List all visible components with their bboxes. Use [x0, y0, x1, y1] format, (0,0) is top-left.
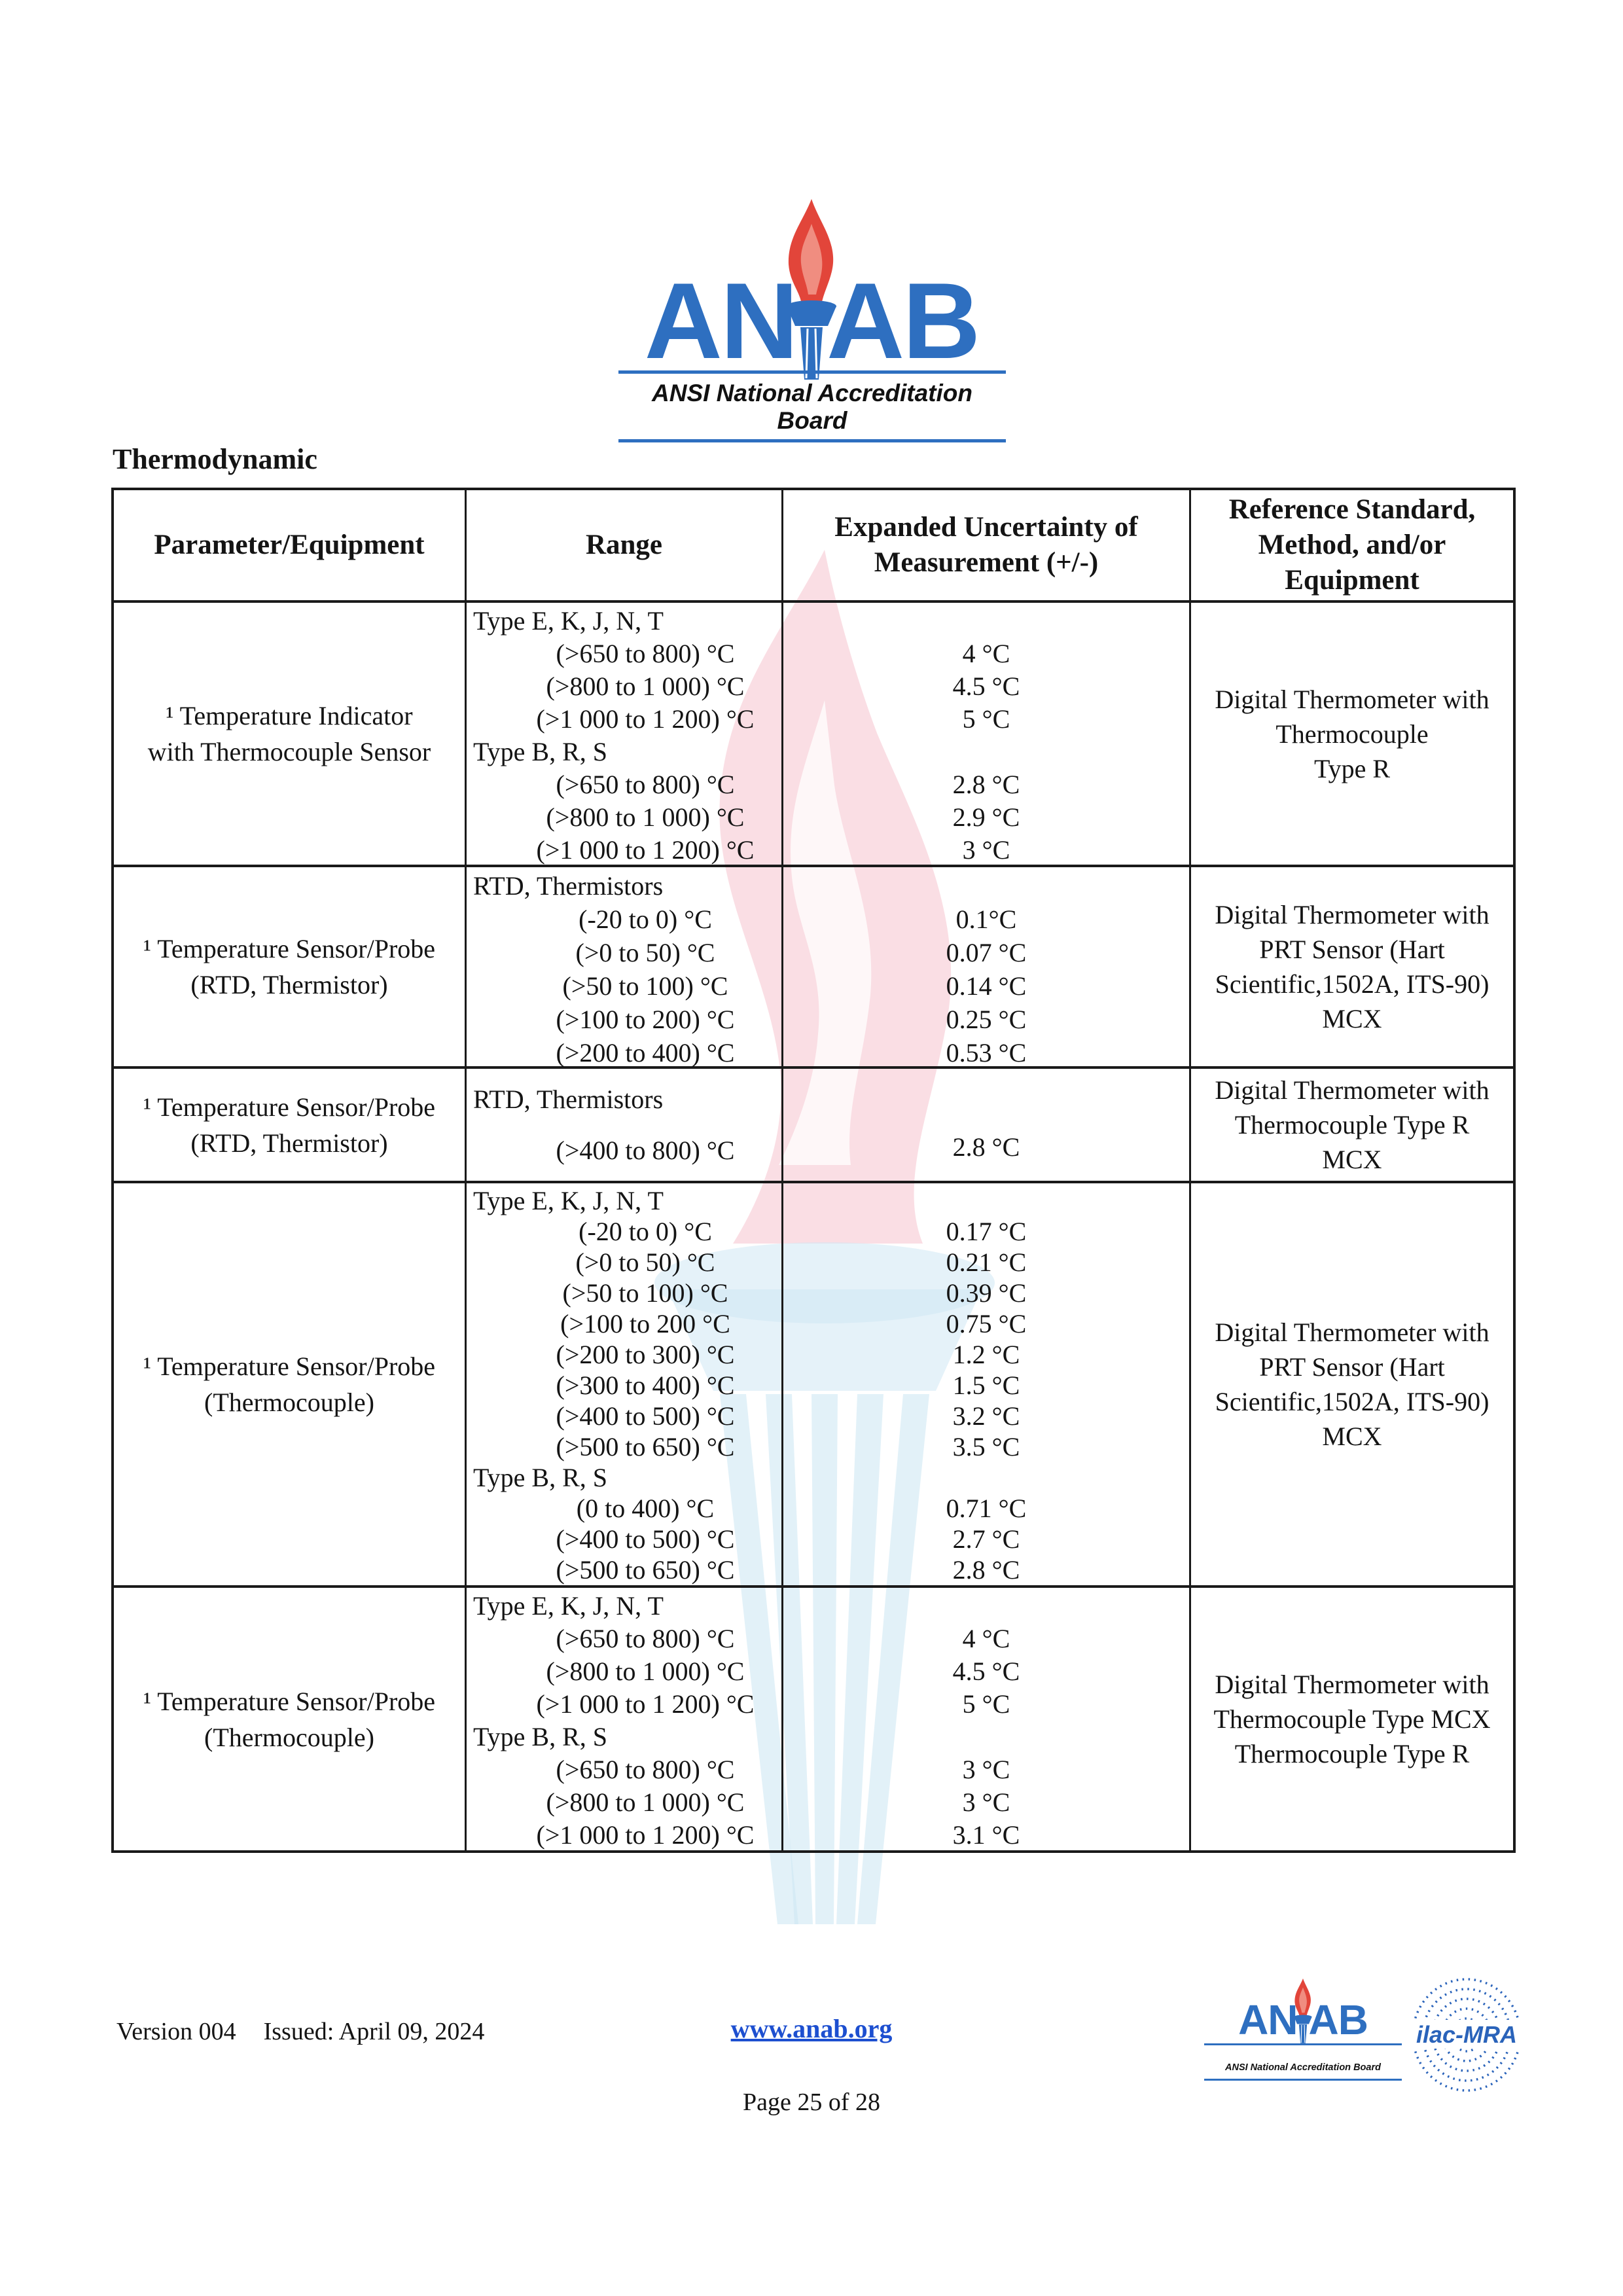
range-line: (>200 to 400) °C: [556, 1038, 735, 1067]
reference-line: PRT Sensor (Hart: [1259, 1352, 1445, 1382]
reference-cell: [1189, 867, 1513, 1066]
accreditation-table: [111, 488, 1516, 1853]
reference-cell: [1189, 1069, 1513, 1181]
reference-line: MCX: [1322, 1422, 1382, 1451]
uncertainty-value: [783, 1071, 1189, 1122]
reference-line: Digital Thermometer with: [1215, 684, 1489, 714]
parameter-line: ¹ Temperature Sensor/Probe: [143, 1686, 436, 1716]
logo-brand-right: AB: [827, 260, 979, 381]
header-cell-uncertainty: [781, 490, 1189, 600]
uncertainty-value: 2.8 °C: [952, 1132, 1020, 1162]
reference-line: Thermocouple Type R: [1234, 1110, 1470, 1139]
anab-logo: [0, 0, 1623, 458]
uncertainty-value: 0.25 °C: [946, 1005, 1027, 1034]
uncertainty-cell: [781, 1069, 1189, 1181]
uncertainty-value: 1.5 °C: [952, 1371, 1020, 1400]
parameter-cell: [114, 603, 465, 865]
range-line: Type B, R, S: [473, 1463, 607, 1492]
parameter-line: (Thermocouple): [204, 1388, 374, 1417]
range-line: (-20 to 0) °C: [579, 905, 712, 934]
uncertainty-value: 4.5 °C: [952, 672, 1020, 701]
uncertainty-value: 4 °C: [962, 1624, 1010, 1653]
range-line: (>500 to 650) °C: [556, 1432, 735, 1462]
range-cell: [465, 603, 781, 865]
table-row: [114, 1066, 1513, 1181]
uncertainty-value: 1.2 °C: [952, 1340, 1020, 1369]
reference-cell: [1189, 603, 1513, 865]
uncertainty-value: [783, 1721, 1189, 1753]
uncertainty-value: 3 °C: [962, 1787, 1010, 1817]
range-line: (>800 to 1 000) °C: [546, 672, 745, 701]
uncertainty-value: 0.14 °C: [946, 971, 1027, 1001]
range-line: (-20 to 0) °C: [579, 1217, 712, 1246]
uncertainty-value: 0.17 °C: [946, 1217, 1027, 1246]
reference-line: Scientific,1502A, ITS-90): [1215, 969, 1489, 999]
uncertainty-cell: [781, 1183, 1189, 1585]
footer-version: Version 004: [116, 2018, 236, 2045]
range-line: (>1 000 to 1 200) °C: [536, 704, 755, 734]
uncertainty-value: [783, 1185, 1189, 1216]
reference-line: Thermocouple Type R: [1234, 1739, 1470, 1768]
footer-issued: Issued: April 09, 2024: [263, 2018, 485, 2045]
range-line: (>650 to 800) °C: [556, 770, 735, 799]
uncertainty-value: 5 °C: [962, 704, 1010, 734]
logo-brand: [0, 260, 1623, 381]
uncertainty-cell: [781, 867, 1189, 1066]
uncertainty-value: 0.39 °C: [946, 1278, 1027, 1308]
range-line: Type E, K, J, N, T: [473, 606, 664, 636]
footer-logo-tagline: ANSI National Accreditation Board: [1225, 2062, 1381, 2073]
reference-line: Digital Thermometer with: [1215, 900, 1489, 929]
parameter-line: (RTD, Thermistor): [190, 1128, 388, 1158]
logo-brand-left: AN: [644, 260, 796, 381]
page-title: Thermodynamic: [113, 443, 317, 475]
uncertainty-value: 0.21 °C: [946, 1247, 1027, 1277]
reference-line: Type R: [1313, 753, 1391, 783]
header-line: Reference Standard,: [1228, 494, 1476, 525]
table-row: [114, 1585, 1513, 1850]
parameter-cell: [114, 1588, 465, 1850]
uncertainty-value: [783, 605, 1189, 637]
uncertainty-value: 3.1 °C: [952, 1820, 1020, 1850]
range-cell: [465, 1183, 781, 1585]
reference-line: Digital Thermometer with: [1215, 1670, 1489, 1699]
uncertainty-value: [783, 736, 1189, 768]
uncertainty-value: 4 °C: [962, 639, 1010, 668]
range-line: (0 to 400) °C: [576, 1494, 715, 1523]
range-line: (>650 to 800) °C: [556, 639, 735, 668]
range-cell: [465, 1069, 781, 1181]
range-line: (>1 000 to 1 200) °C: [536, 1820, 755, 1850]
parameter-cell: [114, 1069, 465, 1181]
reference-line: MCX: [1322, 1145, 1382, 1174]
uncertainty-value: 2.8 °C: [952, 1555, 1020, 1585]
range-line: (>50 to 100) °C: [562, 971, 728, 1001]
range-line: (>0 to 50) °C: [575, 938, 715, 967]
header-line: Parameter/Equipment: [154, 529, 425, 560]
uncertainty-cell: [781, 1588, 1189, 1850]
range-line: (>100 to 200 °C: [560, 1309, 730, 1338]
table-header-row: [114, 490, 1513, 600]
uncertainty-value: 0.1°C: [955, 905, 1017, 934]
reference-line: MCX: [1322, 1004, 1382, 1033]
range-line: (>1 000 to 1 200) °C: [536, 835, 755, 865]
parameter-line: (Thermocouple): [204, 1722, 374, 1752]
anab-footer-logo: [1202, 1977, 1404, 2088]
anab-website-link[interactable]: www.anab.org: [730, 2014, 893, 2043]
page-number: Page 25 of 28: [742, 2089, 881, 2116]
parameter-cell: [114, 1183, 465, 1585]
uncertainty-value: 2.7 °C: [952, 1524, 1020, 1554]
parameter-line: with Thermocouple Sensor: [147, 737, 431, 766]
uncertainty-value: [783, 1590, 1189, 1623]
reference-cell: [1189, 1588, 1513, 1850]
ilac-mra-logo: [1404, 1978, 1529, 2092]
uncertainty-value: 5 °C: [962, 1689, 1010, 1719]
range-cell: [465, 867, 781, 1066]
header-line: Expanded Uncertainty of: [834, 512, 1138, 543]
footer-logo-brand: [1202, 1996, 1404, 2043]
header-cell-reference: [1189, 490, 1513, 600]
uncertainty-value: 0.07 °C: [946, 938, 1027, 967]
range-line: (>0 to 50) °C: [575, 1247, 715, 1277]
table-row: [114, 865, 1513, 1066]
header-line: Measurement (+/-): [874, 547, 1099, 578]
reference-line: Thermocouple: [1275, 719, 1429, 749]
range-line: (>800 to 1 000) °C: [546, 1787, 745, 1817]
uncertainty-value: 0.75 °C: [946, 1309, 1027, 1338]
uncertainty-value: 3.5 °C: [952, 1432, 1020, 1462]
uncertainty-value: 2.8 °C: [952, 770, 1020, 799]
range-line: Type E, K, J, N, T: [473, 1591, 664, 1621]
range-line: RTD, Thermistors: [473, 1085, 664, 1114]
uncertainty-value: 3 °C: [962, 835, 1010, 865]
range-line: (>400 to 500) °C: [556, 1401, 735, 1431]
parameter-line: ¹ Temperature Indicator: [166, 701, 413, 730]
range-line: (>650 to 800) °C: [556, 1755, 735, 1784]
footer-logo-brand-right: AB: [1308, 1996, 1368, 2043]
range-line: (>200 to 300) °C: [556, 1340, 735, 1369]
uncertainty-value: 3 °C: [962, 1755, 1010, 1784]
reference-line: Digital Thermometer with: [1215, 1075, 1489, 1105]
reference-line: Thermocouple Type MCX: [1213, 1704, 1491, 1734]
footer: [0, 1964, 1623, 2179]
range-line: Type E, K, J, N, T: [473, 1186, 664, 1215]
range-line: (>400 to 800) °C: [556, 1136, 735, 1165]
uncertainty-value: [783, 1462, 1189, 1493]
header-cell-range: [465, 490, 781, 600]
range-cell: [465, 1588, 781, 1850]
header-cell-parameter: [114, 490, 465, 600]
uncertainty-value: 0.71 °C: [946, 1494, 1027, 1523]
reference-line: Digital Thermometer with: [1215, 1318, 1489, 1347]
parameter-line: (RTD, Thermistor): [190, 970, 388, 999]
range-line: (>650 to 800) °C: [556, 1624, 735, 1653]
uncertainty-cell: [781, 603, 1189, 865]
uncertainty-value: 3.2 °C: [952, 1401, 1020, 1431]
uncertainty-value: 2.9 °C: [952, 802, 1020, 832]
uncertainty-value: [783, 869, 1189, 903]
logo-tagline: ANSI National Accreditation Board: [652, 380, 972, 434]
footer-logo-brand-left: AN: [1238, 1996, 1298, 2043]
reference-line: Scientific,1502A, ITS-90): [1215, 1387, 1489, 1416]
parameter-cell: [114, 867, 465, 1066]
range-line: (>800 to 1 000) °C: [546, 1657, 745, 1686]
range-line: Type B, R, S: [473, 737, 607, 766]
logo-tagline-box: [618, 370, 1006, 442]
uncertainty-value: 4.5 °C: [952, 1657, 1020, 1686]
range-line: (>100 to 200) °C: [556, 1005, 735, 1034]
reference-line: PRT Sensor (Hart: [1259, 935, 1445, 964]
header-line: Equipment: [1285, 565, 1419, 596]
range-line: (>1 000 to 1 200) °C: [536, 1689, 755, 1719]
parameter-line: ¹ Temperature Sensor/Probe: [143, 1352, 436, 1381]
table-row: [114, 1181, 1513, 1585]
range-line: RTD, Thermistors: [473, 871, 664, 901]
range-line: (>50 to 100) °C: [562, 1278, 728, 1308]
range-line: (>300 to 400) °C: [556, 1371, 735, 1400]
parameter-line: ¹ Temperature Sensor/Probe: [143, 1092, 436, 1122]
ilac-mra-label: ilac-MRA: [1416, 2021, 1518, 2048]
range-line: (>800 to 1 000) °C: [546, 802, 745, 832]
header-line: Method, and/or: [1258, 529, 1446, 560]
table-row: [114, 600, 1513, 865]
parameter-line: ¹ Temperature Sensor/Probe: [143, 934, 436, 963]
header-line: Range: [585, 529, 663, 560]
range-line: (>500 to 650) °C: [556, 1555, 735, 1585]
reference-cell: [1189, 1183, 1513, 1585]
uncertainty-value: 0.53 °C: [946, 1038, 1027, 1067]
range-line: Type B, R, S: [473, 1722, 607, 1751]
range-line: (>400 to 500) °C: [556, 1524, 735, 1554]
footer-logo-tagline-box: [1204, 2043, 1402, 2081]
